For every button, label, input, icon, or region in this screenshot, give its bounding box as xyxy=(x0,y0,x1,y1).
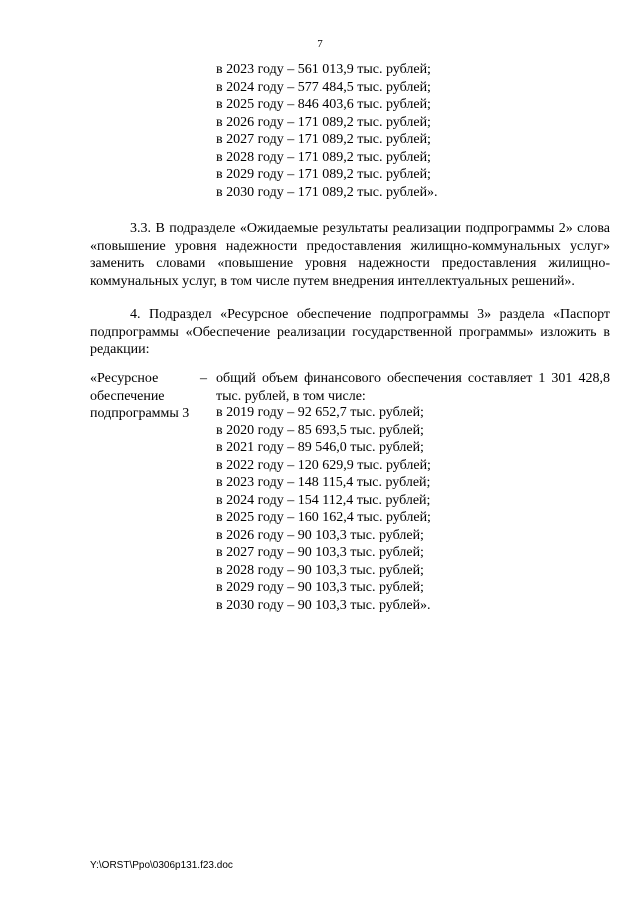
list-item: в 2026 году – 171 089,2 тыс. рублей; xyxy=(216,114,431,130)
footer-file-path: Y:\ORST\Ppo\0306p131.f23.doc xyxy=(90,860,233,871)
funding-list-subprogram-3 xyxy=(216,404,431,614)
table-intro: общий объем финансового обеспечения составляет 1 301 428,8 тыс. рублей, в том числе: xyxy=(216,371,610,404)
list-item: в 2027 году – 90 103,3 тыс. рублей; xyxy=(216,545,424,560)
list-item: в 2023 году – 561 013,9 тыс. рублей; xyxy=(216,62,431,77)
table-left-label: «Ресурсное обеспечение подпрограммы 3 xyxy=(90,371,190,421)
list-item: в 2026 году – 90 103,3 тыс. рублей; xyxy=(216,527,424,543)
list-item: в 2029 году – 171 089,2 тыс. рублей; xyxy=(216,167,431,182)
paragraph-3-3-text: 3.3. В подразделе «Ожидаемые результаты реализации подпрограммы 2» слова «повышение уровня надежности предоставления жилищно-коммунальных услуг» заменить словами «повышение уровня надежности предоставления жилищно-коммунальных услуг, в том числе путем внедрения интеллектуальных решений». xyxy=(90,221,610,289)
table-dash: – xyxy=(200,371,207,386)
list-item: в 2021 году – 89 546,0 тыс. рублей; xyxy=(216,440,424,455)
list-item: в 2019 году – 92 652,7 тыс. рублей; xyxy=(216,405,424,420)
list-item: в 2023 году – 148 115,4 тыс. рублей; xyxy=(216,475,431,490)
list-item: в 2025 году – 160 162,4 тыс. рублей; xyxy=(216,510,431,525)
list-item: в 2029 году – 90 103,3 тыс. рублей; xyxy=(216,580,424,595)
list-item: в 2027 году – 171 089,2 тыс. рублей; xyxy=(216,132,431,147)
list-item: в 2028 году – 171 089,2 тыс. рублей; xyxy=(216,149,431,165)
list-item: в 2024 году – 577 484,5 тыс. рублей; xyxy=(216,79,431,95)
page-number: 7 xyxy=(317,38,323,50)
list-item: в 2020 году – 85 693,5 тыс. рублей; xyxy=(216,422,424,438)
list-item: в 2030 году – 171 089,2 тыс. рублей». xyxy=(216,184,438,200)
list-item: в 2025 году – 846 403,6 тыс. рублей; xyxy=(216,97,431,112)
list-item: в 2030 году – 90 103,3 тыс. рублей». xyxy=(216,597,431,613)
list-item: в 2024 году – 154 112,4 тыс. рублей; xyxy=(216,492,431,508)
paragraph-4-text: 4. Подраздел «Ресурсное обеспечение подпрограммы 3» раздела «Паспорт подпрограммы «Обеспечение реализации государственной программы» изложить в редакции: xyxy=(90,307,610,357)
list-item: в 2028 году – 90 103,3 тыс. рублей; xyxy=(216,562,424,578)
paragraph-4 xyxy=(90,306,610,359)
paragraph-3-3 xyxy=(90,220,610,290)
list-item: в 2022 году – 120 629,9 тыс. рублей; xyxy=(216,457,431,473)
funding-list-top xyxy=(216,61,438,201)
